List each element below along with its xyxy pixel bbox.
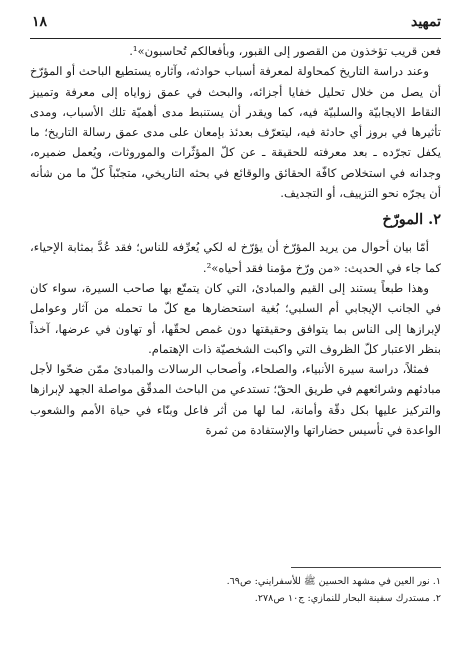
page-body <box>30 41 441 440</box>
page-number: ١٨ <box>32 14 48 30</box>
running-header <box>30 14 441 36</box>
footnote: ٢. مستدرك سفينة البحار للنمازي: ج١٠ ص٢٧٨. <box>254 593 441 604</box>
paragraph: أمّا بيان أحوال من يريد المؤرّخ أن يؤرّخ له لكي يُعرِّفه للناس؛ فقد عُدَّ بمثابة الإحياء، كما جاء في الحديث: «من ورّخ مؤمنا فقد أحياه»². <box>30 240 441 275</box>
footnote: ١. نور العين في مشهد الحسين ﷺ للأسفرايني: ص٦٩. <box>226 576 441 587</box>
section-heading: ٢. المورّخ <box>382 211 441 229</box>
paragraph: فعن قريب تؤخذون من القصور إلى القبور، وبأفعالكم تُحاسبون»¹. <box>129 44 441 58</box>
footnotes <box>30 573 441 607</box>
header-title: تمهيد <box>410 14 441 30</box>
paragraph: وعند دراسة التاريخ كمحاولة لمعرفة أسباب حوادثه، وآثاره يستطيع الباحث أو المؤرّخ أن يصل من خلال تحليل خفايا أجزائه، والبحث في عمق زواياه إلى معرفة وتمييز النقاط الايجابيّة والسلبيّة فيه، كما ويقدر أن يستنبط مدى أهميّة تلك الأسباب، ومدى تأثيرها في بروز أي حادثة فيه، ليتعرّف بعدئذ بإمعان على مدى عمق رسالة التاريخ؛ ما يكفل تجرّده ـ بعد معرفته للحقيقة ـ عن كلّ المؤثّرات والموروثات، ويُعمل ضميره، وجدانه في استخلاص كافّة الحقائق والوقائع في بحثه التاريخي، متجنّباً كلّ ما من شأنه أن يجرّه نحو التزييف، أو التجديف. <box>30 64 441 201</box>
paragraph: فمثلاً، دراسة سيرة الأنبياء، والصلحاء، وأصحاب الرسالات والمبادئ ممّن ضحّوا لأجل مبادئهم وشرائعهم في طريق الحقّ؛ تستدعي من الباحث المدقّق مواصلة الجهد لإبرازها والتركيز عليها بكل دقّة وأمانة، لما لها من أثر فاعل وبنّاء في حياة الأمم والشعوب الواعدة في تأسيس حضاراتها والإستفادة من ثمرة <box>30 362 441 438</box>
header-divider <box>30 38 441 39</box>
footnote-divider <box>291 567 441 568</box>
paragraph: وهذا طبعاً يستند إلى القيم والمبادئ، التي كان يتمتّع بها صاحب السيرة، سواء كان في الجانب الإيجابي أم السلبي؛ بُغية استحضارها مع كلّ ما تحمله من آثار وعوامل لإبرازها إلى الناس بما يتوافق وحقيقتها دون غمص لحقّها، أو تهاون في عرضها، آخذاً بنظر الاعتبار كلّ الظروف التي واكبت الشخصيّة ذات الإهتمام. <box>30 280 441 356</box>
